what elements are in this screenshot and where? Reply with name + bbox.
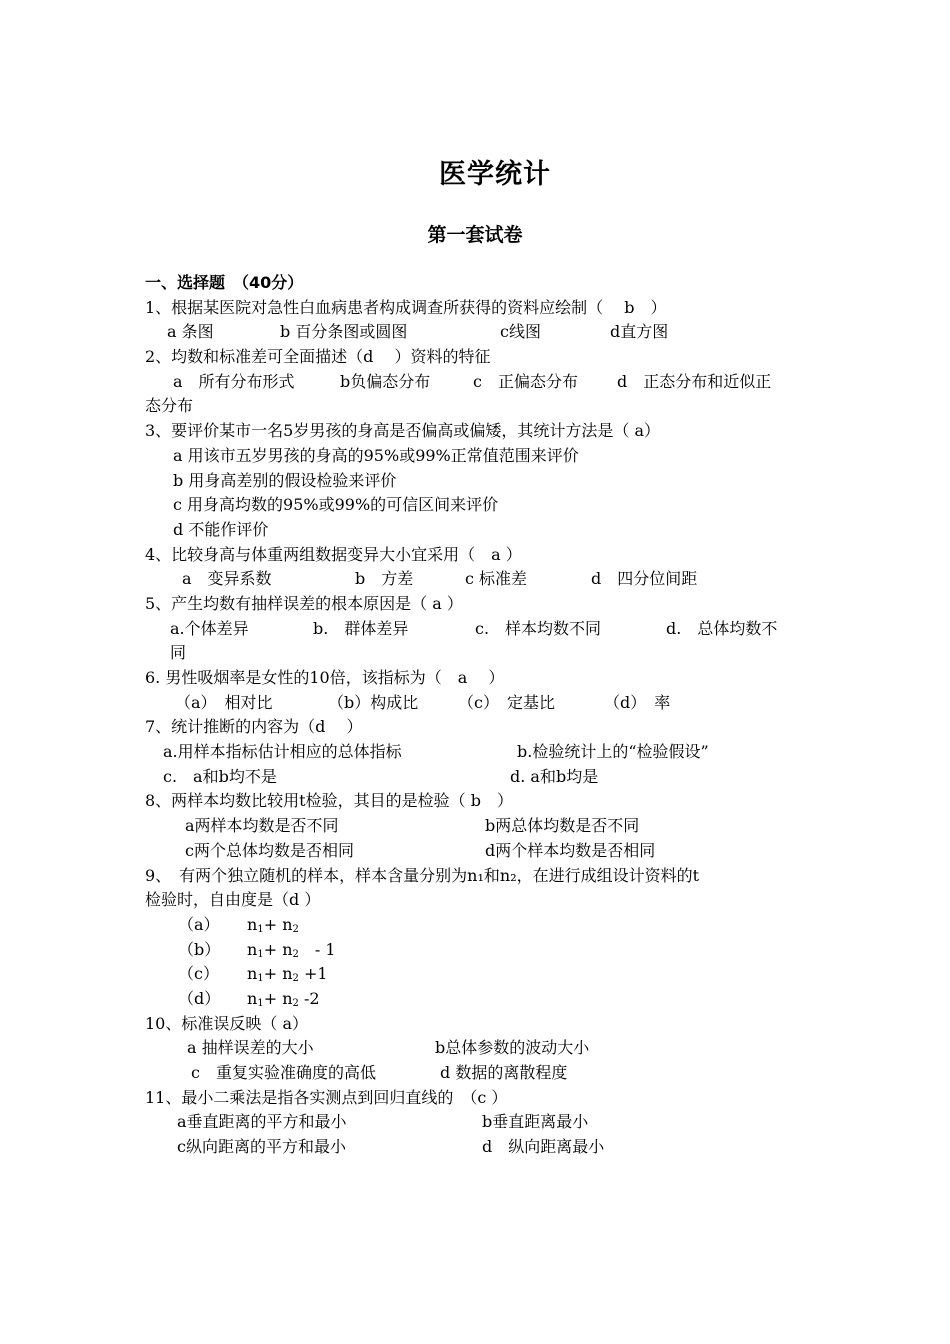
option-label: （b） (178, 939, 221, 959)
question-8-options-row1 (145, 814, 815, 839)
question-9-option-a (145, 913, 815, 938)
question-7-options-row2 (145, 765, 815, 790)
option-c: c纵向距离的平方和最小 (177, 1137, 346, 1157)
question-5-options (145, 617, 815, 642)
option-d: （d） 率 (604, 692, 671, 712)
option-d: d 纵向距离最小 (482, 1137, 605, 1157)
option-b: b.检验统计上的“检验假设” (517, 742, 709, 762)
df-formula: $n_1+ n_2$ - 1 (247, 939, 336, 960)
question-9-option-b (145, 938, 815, 963)
question-9-stem: 9、 有两个独立随机的样本，样本含量分别为n₁和n₂，在进行成组设计资料的t (145, 865, 700, 885)
question-2-continuation: 态分布 (145, 396, 194, 416)
option-a: a 变异系数 (182, 569, 272, 589)
option-a: a 用该市五岁男孩的身高的95%或99%正常值范围来评价 (173, 445, 579, 465)
question-1-stem: 1、根据某医院对急性白血病患者构成调查所获得的资料应绘制（ b ） (145, 297, 667, 317)
question-8-options-row2 (145, 839, 815, 864)
question-11-options-row1 (145, 1110, 815, 1135)
option-c: c线图 (500, 322, 541, 342)
option-b: b两总体均数是否不同 (485, 816, 640, 836)
option-b: b垂直距离最小 (482, 1112, 589, 1132)
question-1-options (145, 320, 815, 345)
question-11-options-row2 (145, 1135, 815, 1160)
option-d: d 正态分布和近似正 (617, 371, 772, 391)
option-c: c. 样本均数不同 (475, 618, 602, 638)
option-b: b 方差 (355, 569, 414, 589)
option-c: c两个总体均数是否相同 (185, 840, 354, 860)
option-a: a.用样本指标估计相应的总体指标 (163, 742, 402, 762)
option-b: b总体参数的波动大小 (435, 1038, 590, 1058)
option-d: d. 总体均数不 (666, 618, 778, 638)
option-c: c. a和b均不是 (163, 766, 277, 786)
question-7-options-row1 (145, 740, 815, 765)
option-b: b 用身高差别的假设检验来评价 (173, 470, 397, 490)
question-3-stem: 3、要评价某市一名5岁男孩的身高是否偏高或偏矮，其统计方法是（ a） (145, 421, 660, 441)
option-c: c 正偏态分布 (473, 371, 578, 391)
question-4-options (145, 567, 815, 592)
option-c: （c） 定基比 (458, 692, 555, 712)
option-c: c 标准差 (465, 569, 528, 589)
question-9-continuation: 检验时，自由度是（d ） (145, 890, 321, 910)
question-10-options-row1 (145, 1036, 815, 1061)
question-9-option-d (145, 987, 815, 1012)
question-5-stem: 5、产生均数有抽样误差的根本原因是（ a ） (145, 593, 463, 613)
question-11-stem: 11、最小二乘法是指各实测点到回归直线的 （c ） (145, 1087, 508, 1107)
option-a: a 所有分布形式 (173, 371, 295, 391)
question-10-options-row2 (145, 1061, 815, 1086)
df-formula: $n_1+ n_2 +1$ (247, 964, 328, 985)
option-label: （a） (178, 914, 220, 934)
question-8-stem: 8、两样本均数比较用t检验，其目的是检验（ b ） (145, 791, 513, 811)
page-subtitle: 第一套试卷 (427, 224, 523, 246)
option-label: （d） (178, 988, 221, 1008)
exam-content (145, 271, 815, 1160)
option-a: a.个体差异 (170, 618, 249, 638)
option-d: d 四分位间距 (591, 569, 698, 589)
df-formula: $n_1+ n_2$ (247, 914, 299, 935)
question-5-continuation: 同 (170, 643, 187, 663)
option-b: b负偏态分布 (340, 371, 431, 391)
option-a: a两样本均数是否不同 (185, 816, 339, 836)
option-d: d直方图 (610, 322, 669, 342)
option-c: c 重复实验准确度的高低 (191, 1063, 376, 1082)
question-4-stem: 4、比较身高与体重两组数据变异大小宜采用（ a ） (145, 544, 522, 564)
option-label: （c） (178, 964, 219, 984)
question-9-option-c (145, 962, 815, 987)
question-10-stem: 10、标准误反映（ a） (145, 1013, 308, 1033)
option-a: （a） 相对比 (175, 692, 273, 712)
option-b: b 百分条图或圆图 (280, 322, 408, 342)
option-d: d 不能作评价 (173, 519, 269, 539)
option-b: （b）构成比 (328, 692, 419, 712)
df-formula: $n_1+ n_2$ -2 (247, 988, 320, 1009)
option-c: c 用身高均数的95%或99%的可信区间来评价 (173, 495, 499, 515)
option-a: a 抽样误差的大小 (187, 1038, 314, 1058)
option-d: d 数据的离散程度 (440, 1063, 568, 1082)
option-b: b. 群体差异 (313, 618, 409, 638)
question-7-stem: 7、统计推断的内容为（d ） (145, 717, 363, 737)
question-6-stem: 6. 男性吸烟率是女性的10倍，该指标为（ a ） (145, 668, 505, 687)
option-a: a 条图 (167, 322, 214, 342)
option-a: a垂直距离的平方和最小 (177, 1112, 347, 1132)
question-2-options (145, 370, 815, 395)
page-title: 医学统计 (439, 159, 551, 190)
option-d: d两个样本均数是否相同 (485, 840, 656, 860)
question-6-options (145, 691, 815, 716)
section-heading: 一、选择题 （40分） (145, 273, 304, 292)
question-2-stem: 2、均数和标准差可全面描述（d ）资料的特征 (145, 347, 491, 367)
option-d: d. a和b均是 (510, 766, 599, 786)
